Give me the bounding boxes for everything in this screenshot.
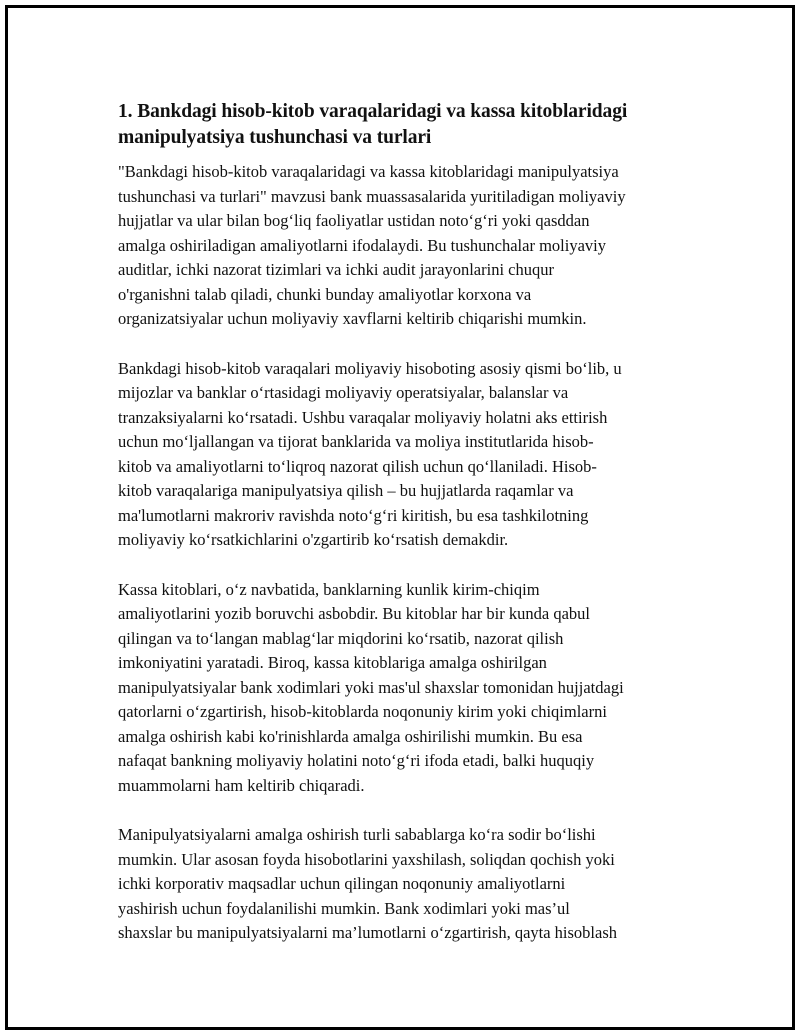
paragraph-2: Bankdagi hisob-kitob varaqalari moliyaviy hisoboting asosiy qismi bo‘lib, u mijozlar va banklar o‘rtasidagi moliyaviy operatsiyalar, balanslar va tranzaksiyalarni ko‘rsatadi. Ushbu varaqalar moliyaviy holatni aks ettirish uchun mo‘ljallangan va tijorat banklarida va moliya institutlarida hisob- kitob va amaliyotlarni to‘liqroq nazorat qilish uchun qo‘llaniladi. Hisob- kitob varaqalariga manipulyatsiya qilish – bu hujjatlarda raqamlar va ma'lumotlarni makroriv ravishda noto‘g‘ri kiritish, bu esa tashkilotning moliyaviy ko‘rsatkichlarini o'zgartirib ko‘rsatish demakdir.	[118, 358, 622, 549]
document-page	[5, 5, 795, 1030]
paragraph-4: Manipulyatsiyalarni amalga oshirish turli sabablarga ko‘ra sodir bo‘lishi mumkin. Ular asosan foyda hisobotlarini yaxshilash, soliqdan qochish yoki ichki korporativ maqsadlar uchun qilingan noqonuniy amaliyotlarni yashirish uchun foydalanilishi mumkin. Bank xodimlari yoki mas’ul shaxslar bu manipulyatsiyalarni ma’lumotlarni o‘zgartirish, qayta hisoblash	[118, 825, 618, 942]
paragraph-3: Kassa kitoblari, o‘z navbatida, banklarning kunlik kirim-chiqim amaliyotlarini yozib boruvchi asbobdir. Bu kitoblar har bir kunda qabul qilingan va to‘langan mablag‘lar miqdorini ko‘rsatib, nazorat qilish imkoniyatini yaratadi. Biroq, kassa kitoblariga amalga oshirilgan manipulyatsiyalar bank xodimlari yoki mas'ul shaxslar tomonidan hujjatdagi qatorlarni o‘zgartirish, hisob-kitoblarda noqonuniy kirim yoki chiqimlarni amalga oshirish kabi ko'rinishlarda amalga oshirilishi mumkin. Bu esa nafaqat bankning moliyaviy holatini noto‘g‘ri ifoda etadi, balki huquqiy muammolarni ham keltirib chiqaradi.	[118, 579, 624, 795]
paragraph-1: "Bankdagi hisob-kitob varaqalaridagi va kassa kitoblaridagi manipulyatsiya tushunchasi va turlari" mavzusi bank muassasalarida yuritiladigan moliyaviy hujjatlar va ular bilan bog‘liq faoliyatlar ustidan noto‘g‘ri yoki qasddan amalga oshiriladigan amaliyotlarni ifodalaydi. Bu tushunchalar moliyaviy auditlar, ichki nazorat tizimlari va ichki audit jarayonlarini chuqur o'rganishni talab qiladi, chunki bunday amaliyotlar korxona va organizatsiyalar uchun moliyaviy xavflarni keltirib chiqarishi mumkin.	[118, 162, 626, 328]
section-heading: 1. Bankdagi hisob-kitob varaqalaridagi va kassa kitoblaridagi manipulyatsiya tushunchasi va turlari	[118, 101, 628, 148]
document-body	[118, 99, 690, 971]
